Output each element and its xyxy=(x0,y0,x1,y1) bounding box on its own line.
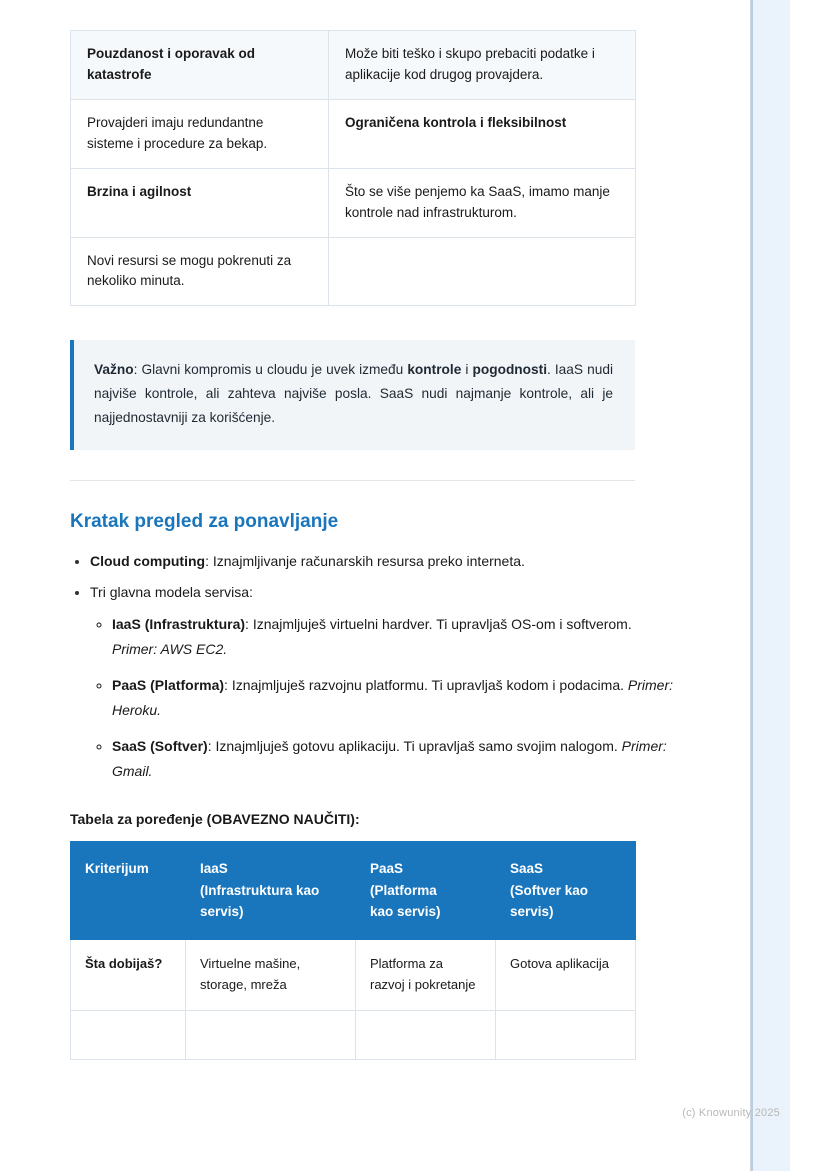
section-divider xyxy=(70,480,635,481)
cell-criterion: Šta dobijaš? xyxy=(71,940,186,1011)
service-models-list xyxy=(90,612,680,783)
list-item-text: Tri glavna modela servisa: xyxy=(90,583,253,600)
list-item-text: : Iznajmljuješ virtuelni hardver. Ti upravljaš OS-om i softverom. xyxy=(245,616,632,633)
cell-saas: Gotova aplikacija xyxy=(496,940,636,1011)
list-item-example: Primer: Gmail. xyxy=(112,738,667,779)
list-item-bold: IaaS (Infrastruktura) xyxy=(112,616,246,633)
header-line-2: (Softver kao xyxy=(510,882,589,898)
list-item-bold: SaaS (Softver) xyxy=(112,738,208,755)
callout-bold-1: kontrole xyxy=(407,362,462,378)
section-title: Kratak pregled za ponavljanje xyxy=(70,511,339,533)
summary-list xyxy=(70,549,680,783)
advantages-disadvantages-table xyxy=(70,30,636,306)
cell-left: Novi resursi se mogu pokrenuti za nekoliko minuta. xyxy=(71,237,329,306)
callout-bold-2: pogodnosti xyxy=(472,362,547,378)
cell-right: Može biti teško i skupo prebaciti podatke i aplikacije kod drugog provajdera. xyxy=(329,31,636,100)
cell-saas xyxy=(496,1010,636,1060)
header-line-1: PaaS xyxy=(370,861,404,877)
cell-left: Brzina i agilnost xyxy=(71,168,329,237)
callout-text-3: . IaaS nudi najviše kontrole, ali zahteva najviše posla. SaaS nudi najmanje kontrole, ali je najjednostavniji za korišćenje. xyxy=(94,362,613,426)
table-header-row xyxy=(71,842,636,940)
cell-right xyxy=(329,237,636,306)
list-item-bold: Cloud computing xyxy=(90,553,206,570)
page-edge-line xyxy=(751,0,753,1171)
list-item-example: Primer: AWS EC2. xyxy=(112,640,228,657)
header-line-1: Kriterijum xyxy=(85,861,149,877)
cell-iaas xyxy=(186,1010,356,1060)
important-callout xyxy=(70,340,635,450)
cell-paas: Platforma za razvoj i pokretanje xyxy=(356,940,496,1011)
table-row xyxy=(71,99,636,168)
header-line-1: IaaS xyxy=(200,861,228,877)
list-item-example: Primer: Heroku. xyxy=(112,677,674,718)
table-row xyxy=(71,168,636,237)
comparison-table xyxy=(70,841,636,1060)
list-item xyxy=(112,612,680,661)
header-line-3: servis) xyxy=(510,904,554,920)
list-item xyxy=(112,673,680,722)
header-line-1: SaaS xyxy=(510,861,544,877)
cell-iaas: Virtuelne mašine, storage, mreža xyxy=(186,940,356,1011)
column-header-criterion xyxy=(71,842,186,940)
comparison-table-caption: Tabela za poređenje (OBAVEZNO NAUČITI): xyxy=(70,811,360,828)
header-line-2: (Infrastruktura kao xyxy=(200,882,320,898)
cell-criterion xyxy=(71,1010,186,1060)
callout-text-1: : Glavni kompromis u cloudu je uvek između xyxy=(133,362,408,378)
column-header-iaas xyxy=(186,842,356,940)
column-header-paas xyxy=(356,842,496,940)
cell-left: Provajderi imaju redundantne sisteme i procedure za bekap. xyxy=(71,99,329,168)
table-row xyxy=(71,237,636,306)
column-header-saas xyxy=(496,842,636,940)
list-item-text: : Iznajmljivanje računarskih resursa preko interneta. xyxy=(205,553,525,570)
header-line-2: (Platforma xyxy=(370,882,437,898)
list-item xyxy=(112,734,680,783)
cell-left: Pouzdanost i oporavak od katastrofe xyxy=(71,31,329,100)
list-item-bold: PaaS (Platforma) xyxy=(112,677,225,694)
header-line-3: kao servis) xyxy=(370,904,441,920)
list-item-text: : Iznajmljuješ razvojnu platformu. Ti upravljaš kodom i podacima. xyxy=(224,677,628,694)
watermark: (c) Knowunity 2025 xyxy=(682,1107,780,1119)
header-line-3: servis) xyxy=(200,904,244,920)
page-edge-strip xyxy=(750,0,790,1171)
callout-label: Važno xyxy=(94,362,134,378)
list-item xyxy=(90,580,680,784)
callout-text-2: i xyxy=(461,362,473,378)
table-row xyxy=(71,940,636,1011)
cell-paas xyxy=(356,1010,496,1060)
list-item-text: : Iznajmljuješ gotovu aplikaciju. Ti upravljaš samo svojim nalogom. xyxy=(207,738,622,755)
table-row xyxy=(71,1010,636,1060)
cell-right: Ograničena kontrola i fleksibilnost xyxy=(329,99,636,168)
list-item xyxy=(90,549,680,574)
table-row xyxy=(71,31,636,100)
cell-right: Što se više penjemo ka SaaS, imamo manje kontrole nad infrastrukturom. xyxy=(329,168,636,237)
